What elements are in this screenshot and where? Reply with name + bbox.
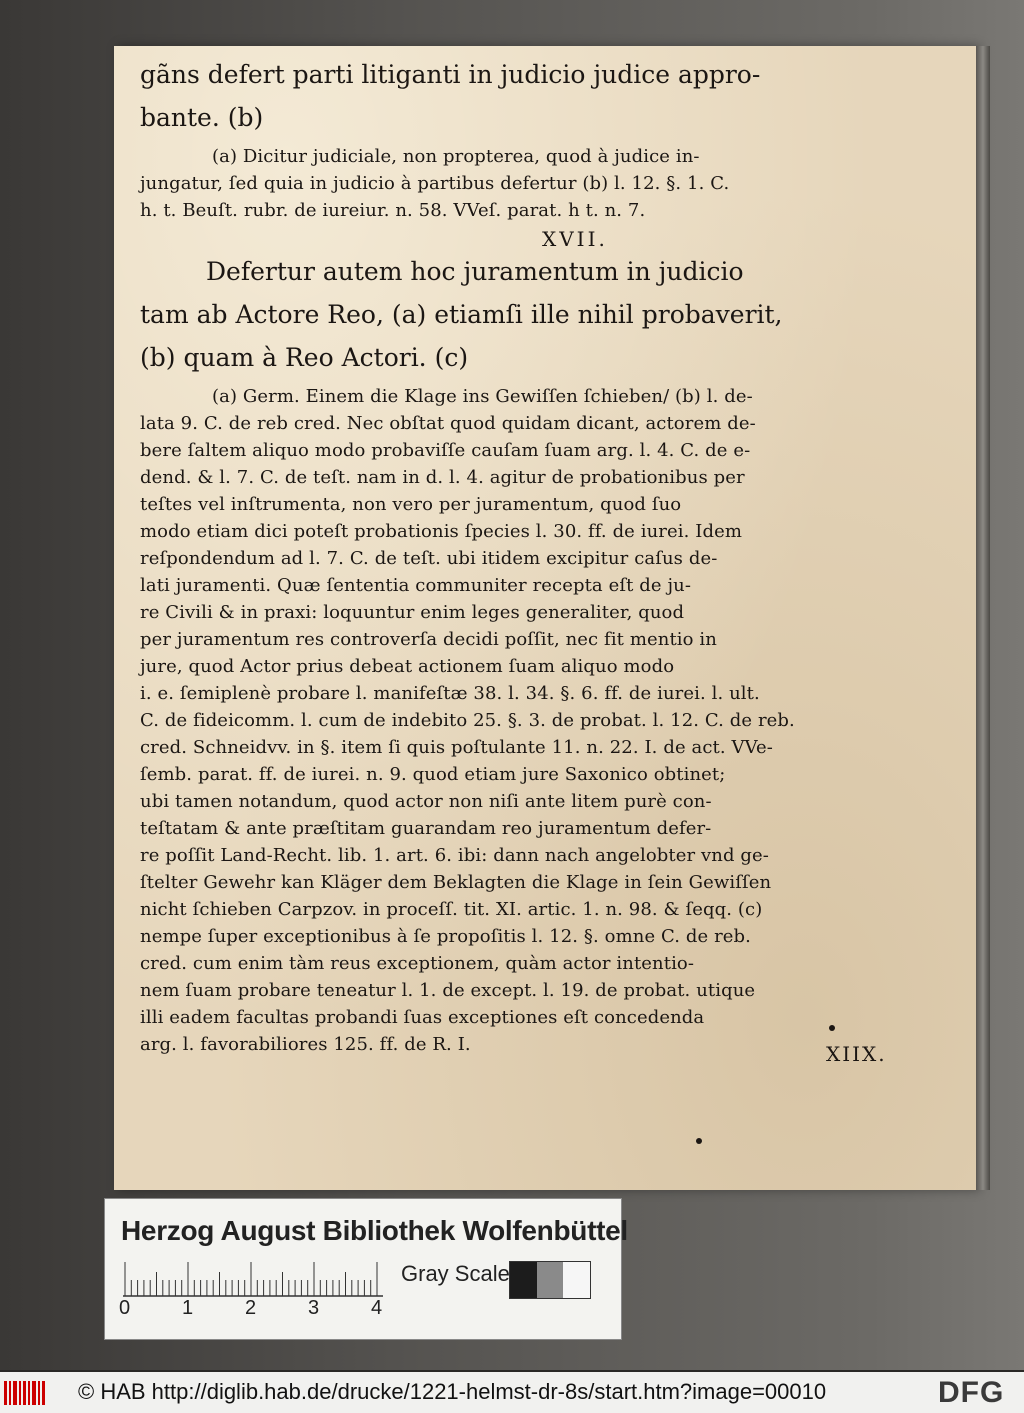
- gray-scale-label: Gray Scale: [401, 1261, 510, 1286]
- page-edge: [976, 46, 990, 1190]
- text-line: h. t. Beuſt. rubr. de iureiur. n. 58. VVeſ. parat. h t. n. 7.: [140, 200, 646, 221]
- text-line: (b) quam à Reo Actori. (c): [140, 343, 469, 372]
- text-line: ſtelter Gewehr kan Kläger dem Beklagten die Klage in ſein Gewiſſen: [140, 872, 772, 893]
- text-line: gãns defert parti litiganti in judicio judice appro-: [140, 60, 761, 89]
- text-line: per juramentum res controverſa decidi poſſit, nec fit mentio in: [140, 629, 717, 650]
- text-line: modo etiam dici poteſt probationis ſpecies l. 30. ff. de iurei. Idem: [140, 521, 743, 542]
- text-line: nempe ſuper exceptionibus à ſe propoſitis l. 12. §. omne C. de reb.: [140, 926, 751, 947]
- ruler-number: 1: [182, 1297, 194, 1319]
- gray-swatch: [510, 1262, 537, 1298]
- ink-dot: [696, 1138, 702, 1144]
- ruler-number: 0: [119, 1297, 131, 1319]
- text-line: bere ſaltem aliquo modo probaviſſe cauſam ſuam arg. l. 4. C. de e-: [140, 440, 751, 461]
- catchword: XIIX.: [826, 1042, 887, 1066]
- ink-dot: [829, 1025, 835, 1031]
- gray-swatch: [563, 1262, 590, 1298]
- text-line: nicht ſchieben Carpzov. in proceſſ. tit. XI. artic. 1. n. 98. & ſeqq. (c): [140, 899, 763, 920]
- footer-bar: [0, 1372, 1024, 1413]
- ruler-number: 2: [245, 1297, 257, 1319]
- page-text: [140, 62, 920, 1063]
- text-line: re poſſit Land-Recht. lib. 1. art. 6. ibi: dann nach angelobter vnd ge-: [140, 845, 769, 866]
- text-line: re Civili & in praxi: loquuntur enim leges generaliter, quod: [140, 602, 685, 623]
- text-line: nem ſuam probare teneatur l. 1. de except. l. 19. de probat. utique: [140, 980, 756, 1001]
- gray-swatch: [537, 1262, 564, 1298]
- gray-scale-swatches: [509, 1261, 591, 1299]
- text-line: cred. cum enim tàm reus exceptionem, quàm actor intentio-: [140, 953, 695, 974]
- text-line: (a) Germ. Einem die Klage ins Gewiſſen ſchieben/ (b) l. de-: [212, 386, 753, 407]
- text-line: (a) Dicitur judiciale, non propterea, quod à judice in-: [212, 146, 700, 167]
- dfg-logo: DFG: [938, 1376, 1005, 1409]
- text-line: lata 9. C. de reb cred. Nec obſtat quod quidam dicant, actorem de-: [140, 413, 756, 434]
- library-title: Herzog August Bibliothek Wolfenbüttel: [121, 1215, 628, 1246]
- text-line: dend. & l. 7. C. de teſt. nam in d. l. 4. agitur de probationibus per: [140, 467, 745, 488]
- text-line: bante. (b): [140, 103, 264, 132]
- text-line: teſtatam & ante præſtitam guarandam reo juramentum defer-: [140, 818, 712, 839]
- text-line: i. e. ſemiplenè probare l. manifeſtæ 38. l. 34. §. 6. ff. de iurei. l. ult.: [140, 683, 760, 704]
- text-line: illi eadem facultas probandi ſuas exceptiones eſt concedenda: [140, 1007, 705, 1028]
- text-lines-main: [140, 259, 920, 1063]
- text-line: tam ab Actore Reo, (a) etiamſi ille nihil probaverit,: [140, 300, 783, 329]
- barcode-icon: [4, 1381, 48, 1405]
- text-line: cred. Schneidvv. in §. item ſi quis poſtulante 11. n. 22. I. de act. VVe-: [140, 737, 773, 758]
- section-heading: XVII.: [542, 227, 608, 251]
- text-line: ſemb. parat. ff. de iurei. n. 9. quod etiam jure Saxonico obtinet;: [140, 764, 726, 785]
- ruler-scale: [123, 1261, 383, 1297]
- text-line: reſpondendum ad l. 7. C. de teſt. ubi itidem excipitur caſus de-: [140, 548, 718, 569]
- copyright-url[interactable]: © HAB http://diglib.hab.de/drucke/1221-helmst-dr-8s/start.htm?image=00010: [78, 1379, 827, 1404]
- text-line: lati juramenti. Quæ ſententia communiter recepta eſt de ju-: [140, 575, 692, 596]
- scale-card: [104, 1198, 628, 1340]
- text-line: teſtes vel inſtrumenta, non vero per juramentum, quod ſuo: [140, 494, 682, 515]
- text-line: jungatur, ſed quia in judicio à partibus defertur (b) l. 12. §. 1. C.: [140, 173, 730, 194]
- ruler-number: 3: [308, 1297, 320, 1319]
- text-line: Defertur autem hoc juramentum in judicio: [206, 257, 744, 286]
- text-line: C. de fideicomm. l. cum de indebito 25. §. 3. de probat. l. 12. C. de reb.: [140, 710, 795, 731]
- text-line: ubi tamen notandum, quod actor non niſi ante litem purè con-: [140, 791, 712, 812]
- text-line: jure, quod Actor prius debeat actionem ſuam aliquo modo: [140, 656, 675, 677]
- text-line: arg. l. favorabiliores 125. ff. de R. I.: [140, 1034, 471, 1055]
- ruler-number: 4: [371, 1297, 383, 1319]
- text-lines-top: [140, 62, 920, 229]
